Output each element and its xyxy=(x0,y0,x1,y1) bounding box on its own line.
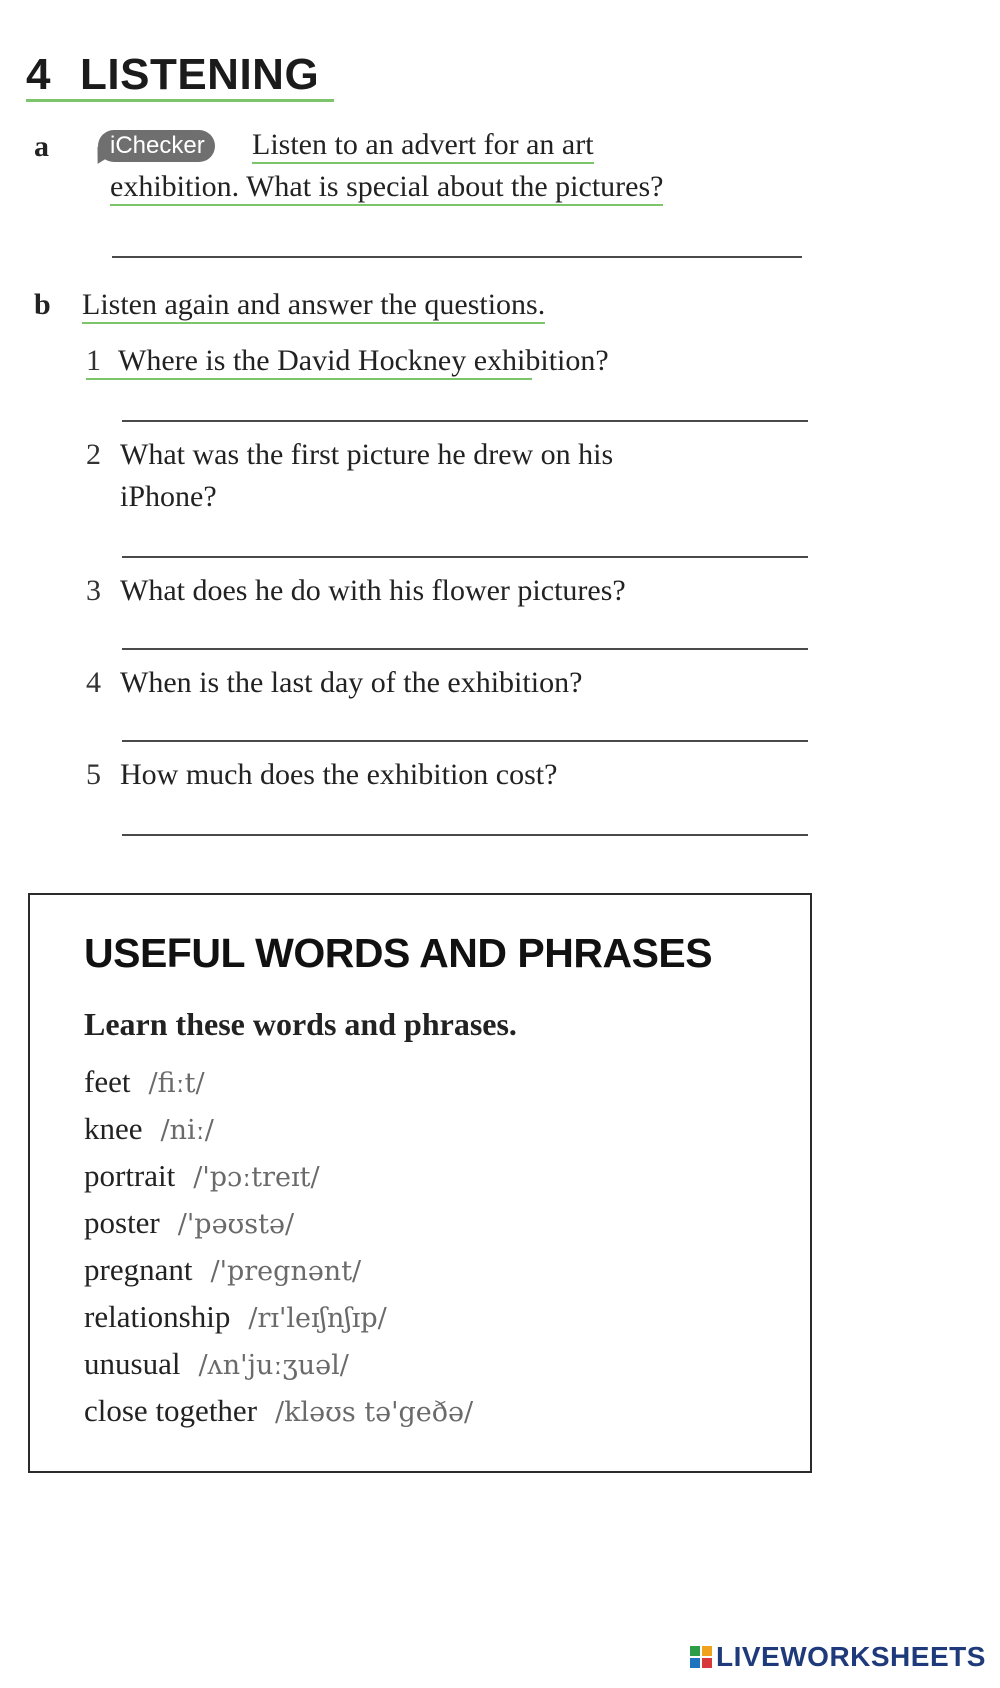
word-row xyxy=(84,1064,205,1100)
part-a-line2-text: exhibition. What is special about the pictures? xyxy=(110,170,663,206)
word-phonetic: /ʌn'juːʒuəl/ xyxy=(198,1350,349,1381)
word-row xyxy=(84,1346,349,1382)
word-row xyxy=(84,1299,387,1335)
word-row xyxy=(84,1252,361,1288)
word-text: close together xyxy=(84,1393,258,1428)
word-text: poster xyxy=(84,1205,160,1240)
useful-words-title: USEFUL WORDS AND PHRASES xyxy=(84,930,713,976)
section-number: 4 xyxy=(26,50,51,99)
question-2-text: What was the first picture he drew on his xyxy=(120,438,614,471)
logo-square xyxy=(702,1646,712,1656)
logo-square xyxy=(690,1646,700,1656)
question-1-text: Where is the David Hockney exhibition? xyxy=(118,344,609,377)
logo-square xyxy=(702,1658,712,1668)
question-1-underline xyxy=(86,378,532,380)
answer-line-4[interactable] xyxy=(122,740,808,742)
word-phonetic: /rɪ'leɪʃnʃɪp/ xyxy=(248,1303,387,1334)
part-a-line1 xyxy=(252,128,594,162)
word-text: portrait xyxy=(84,1158,176,1193)
section-title: LISTENING xyxy=(80,50,320,99)
word-text: unusual xyxy=(84,1346,181,1381)
useful-words-subtitle: Learn these words and phrases. xyxy=(84,1006,517,1042)
part-b-instruction-text: Listen again and answer the questions. xyxy=(82,288,545,324)
question-3-text: What does he do with his flower pictures? xyxy=(120,574,626,607)
question-2-number: 2 xyxy=(86,438,101,471)
part-a-line1-text: Listen to an advert for an art xyxy=(252,128,594,164)
word-row xyxy=(84,1158,320,1194)
answer-line-3[interactable] xyxy=(122,648,808,650)
liveworksheets-logo-icon xyxy=(690,1646,712,1668)
part-a-line2 xyxy=(110,170,663,204)
word-text: pregnant xyxy=(84,1252,193,1287)
liveworksheets-logo[interactable] xyxy=(690,1640,986,1674)
part-a-letter: a xyxy=(34,130,49,163)
logo-square xyxy=(690,1658,700,1668)
ichecker-badge[interactable]: iChecker xyxy=(98,130,215,162)
question-4-number: 4 xyxy=(86,666,101,699)
part-b-instruction xyxy=(82,288,545,322)
answer-line-5[interactable] xyxy=(122,834,808,836)
question-1-number: 1 xyxy=(86,344,101,377)
answer-line-a[interactable] xyxy=(112,256,802,258)
word-row xyxy=(84,1205,294,1241)
word-text: relationship xyxy=(84,1299,231,1334)
word-phonetic: /'pɔːtreɪt/ xyxy=(193,1162,320,1193)
word-text: feet xyxy=(84,1064,131,1099)
answer-line-1[interactable] xyxy=(122,420,808,422)
word-row xyxy=(84,1393,473,1429)
word-phonetic: /'pregnənt/ xyxy=(210,1256,362,1287)
word-phonetic: /niː/ xyxy=(160,1115,214,1146)
word-phonetic: /kləʊs tə'geðə/ xyxy=(275,1397,474,1428)
title-underline xyxy=(26,99,334,102)
question-5-number: 5 xyxy=(86,758,101,791)
question-4-text: When is the last day of the exhibition? xyxy=(120,666,583,699)
question-5-text: How much does the exhibition cost? xyxy=(120,758,558,791)
question-3-number: 3 xyxy=(86,574,101,607)
word-phonetic: /'pəʊstə/ xyxy=(177,1209,295,1240)
answer-line-2[interactable] xyxy=(122,556,808,558)
word-phonetic: /fiːt/ xyxy=(148,1068,205,1099)
liveworksheets-logo-text: LIVEWORKSHEETS xyxy=(716,1641,986,1672)
question-2-text-line2: iPhone? xyxy=(120,480,217,513)
part-b-letter: b xyxy=(34,288,51,321)
word-row xyxy=(84,1111,214,1147)
word-text: knee xyxy=(84,1111,143,1146)
